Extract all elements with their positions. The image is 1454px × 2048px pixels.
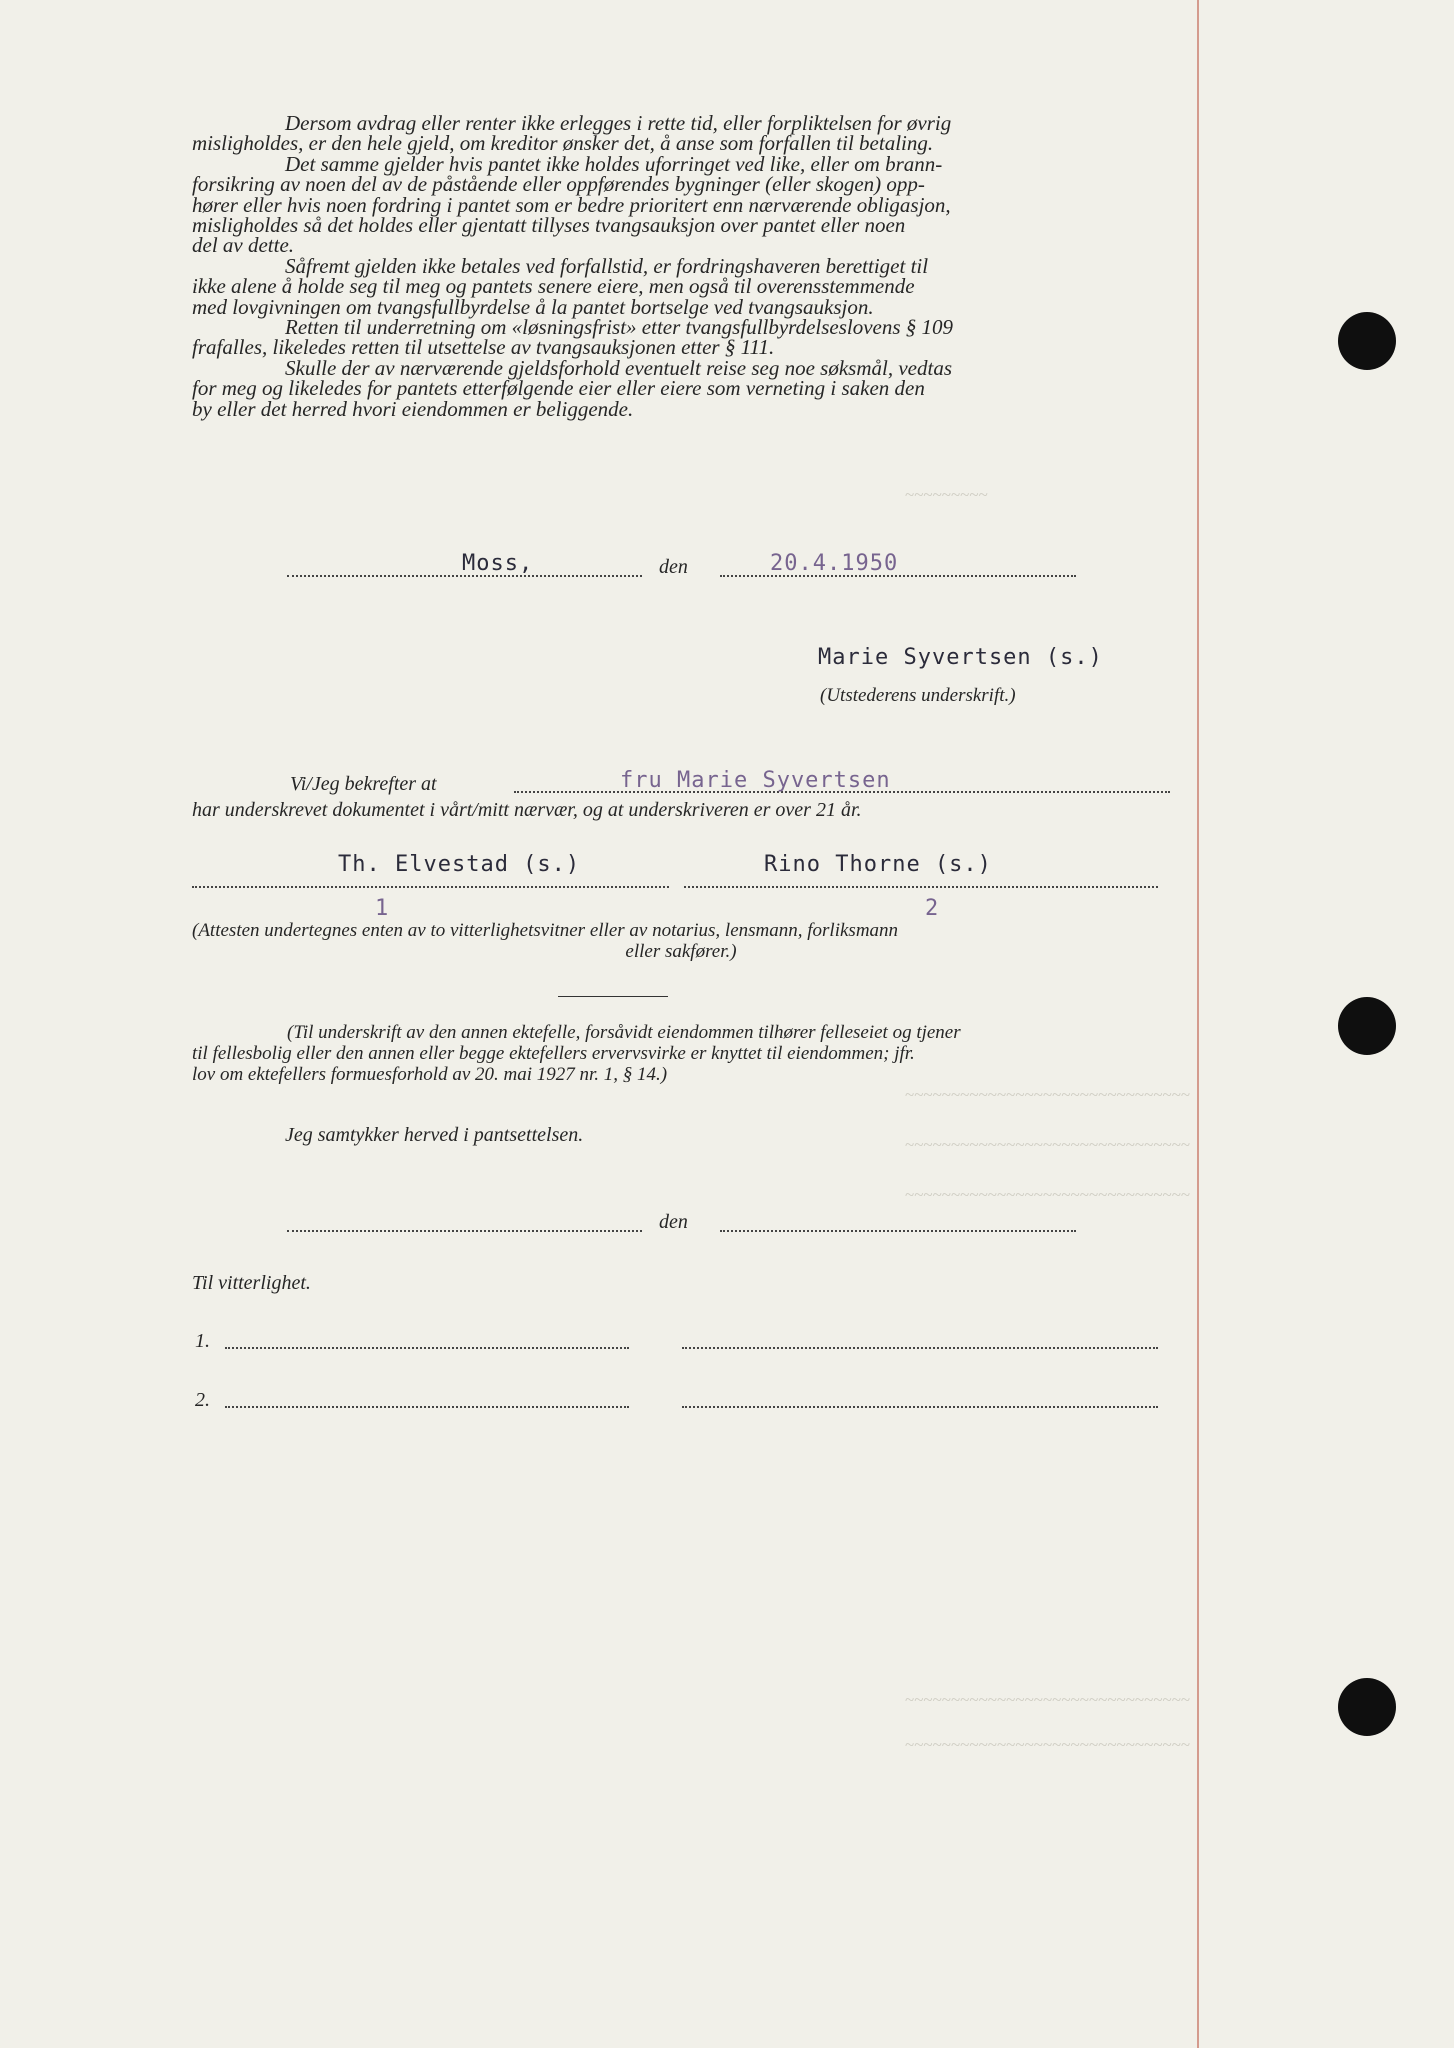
para-line: hører eller hvis noen fordring i pantet som er bedre prioritert enn nærværende obligasjon, [192,192,951,217]
bleed-through: ~~~~~~~~~~~~~~~~~~~~~~~~~~~~~~~ [905,1185,1191,1204]
punch-hole [1338,997,1396,1055]
para-line: ikke alene å holde seg til meg og pantets senere eiere, men også til overensstemmende [192,274,915,299]
separator [558,996,668,997]
attest-note-line: (Attesten undertegnes enten av to vitterlighetsvitner eller av notarius, lensmann, forliksmann [192,920,899,941]
para-line: for meg og likeledes for pantets etterfølgende eier eller eiere som verneting i saken den [192,376,925,401]
witness-line-2a [225,1406,629,1408]
spouse-note [192,1022,1170,1085]
para-line: frafalles, likeledes retten til utsettelse av tvangsauksjonen etter § 111. [192,335,775,360]
bleed-through: ~~~~~~~~~~~~~~~~~~~~~~~~~~~~~~~ [905,1135,1191,1154]
til-vitterlighet: Til vitterlighet. [192,1272,311,1294]
confirmation-prefix: Vi/Jeg bekrefter at [290,773,437,795]
attest-note-line: eller sakfører.) [625,941,737,962]
bleed-through: ~~~~~~~~~~~~~~~~~~~~~~~~~~~~~~~ [905,1735,1191,1754]
spouse-note-line: (Til underskrift av den annen ektefelle, forsåvidt eiendommen tilhører felleseiet og tjener [287,1022,961,1043]
para-line: misligholdes så det holdes eller gjentatt tillyses tvangsauksjon over pantet eller noen [192,213,906,238]
den-label: den [659,556,688,578]
place2-line [287,1230,642,1232]
line-number-1: 1. [195,1330,210,1352]
bleed-through: ~~~~~~~~~~~~~~~~~~~~~~~~~~~~~~~ [905,1085,1191,1104]
para-line: misligholdes, er den hele gjeld, om kreditor ønsker det, å anse som forfallen til betaling. [192,131,934,156]
witness-line-1a [225,1347,629,1349]
margin-line [1197,0,1199,2048]
punch-hole [1338,312,1396,370]
witness1-number: 1 [375,896,390,921]
place-value: Moss, [462,551,534,576]
witness1-signature: Th. Elvestad (s.) [338,852,581,877]
date-value: 20.4.1950 [770,551,899,576]
line-number-2: 2. [195,1389,210,1411]
punch-hole [1338,1678,1396,1736]
consent-text: Jeg samtykker herved i pantsettelsen. [285,1124,584,1146]
para-line: by eller det herred hvori eiendommen er beliggende. [192,396,634,421]
para-line: Dersom avdrag eller renter ikke erlegges i rette tid, eller forpliktelsen for øvrig [285,111,952,135]
date2-line [720,1230,1076,1232]
para-line: med lovgivningen om tvangsfullbyrdelse å la pantet bortselge ved tvangsauksjon. [192,294,874,319]
witness-line-1b [682,1347,1158,1349]
confirmation-line2: har underskrevet dokumentet i vårt/mitt nærvær, og at underskriveren er over 21 år. [192,799,862,821]
spouse-note-line: til fellesbolig eller den annen eller begge ektefellers ervervsvirke er knyttet til eiendommen; jfr. [192,1043,915,1064]
para-line: Såfremt gjelden ikke betales ved forfallstid, er fordringshaveren berettiget til [285,253,929,278]
bleed-through: ~~~~~~~~~~~~~~~~~~~~~~~~~~~~~~~ [905,1690,1191,1709]
issuer-caption: (Utstederens underskrift.) [820,685,1016,706]
issuer-signature: Marie Syvertsen (s.) [818,645,1103,670]
bleed-through: ~~~~~~~~~ [905,485,988,504]
para-line: Skulle der av nærværende gjeldsforhold eventuelt reise seg noe søksmål, vedtas [285,355,952,380]
witness2-number: 2 [925,896,940,921]
witness2-signature: Rino Thorne (s.) [764,852,992,877]
spouse-note-line: lov om ektefellers formuesforhold av 20. mai 1927 nr. 1, § 14.) [192,1064,668,1085]
attest-note [192,920,1170,962]
para-line: del av dette. [192,233,295,258]
witness-line-2b [682,1406,1158,1408]
para-line: Retten til underretning om «løsningsfrist» etter tvangsfullbyrdelseslovens § 109 [285,315,954,340]
para-line: Det samme gjelder hvis pantet ikke holdes uforringet ved like, eller om brann- [285,151,943,176]
para-line: forsikring av noen del av de påstående eller oppførendes bygninger (eller skogen) opp- [192,172,925,197]
main-paragraph [192,113,1170,419]
witness2-line [684,886,1158,888]
confirmed-name: fru Marie Syvertsen [620,768,891,793]
den2-label: den [659,1211,688,1233]
witness1-line [192,886,669,888]
